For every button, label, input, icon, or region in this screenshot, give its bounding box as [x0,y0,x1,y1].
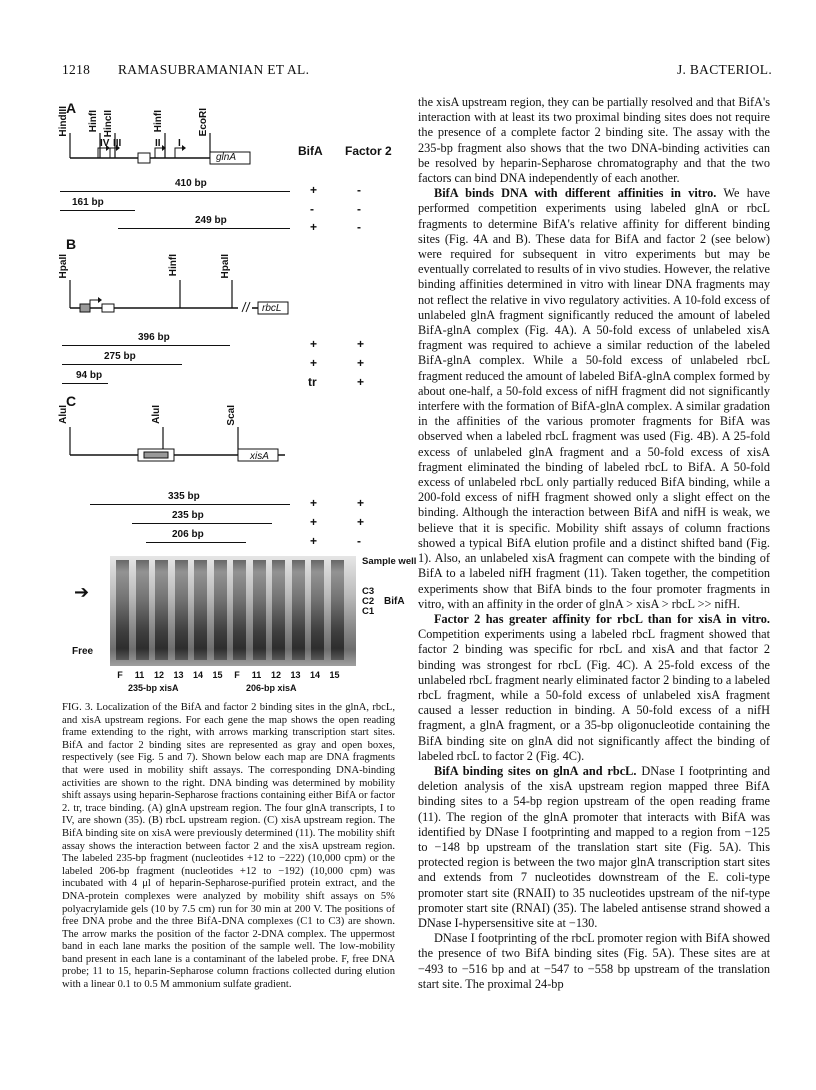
bifa-result: + [310,356,318,370]
fragment-size: 410 bp [175,178,207,189]
sample-well-label: Sample well [362,556,417,567]
panel-a-site-1: HindIII [58,106,69,137]
mobility-shift-gel [110,556,356,666]
free-probe-label: Free [72,646,94,657]
gel-lane [155,560,168,660]
fragment-line [132,523,272,524]
lane-label: 14 [192,670,203,680]
section-heading: BifA binding sites on glnA and rbcL. [434,763,637,778]
paragraph: We have performed competition experiments using labeled glnA or rbcL fragments to determine BifA's relative affinity for different binding sites (Fig. 4A and B). These data for BifA and factor 2 (see below) were required for subsequent in vitro experiments but may be eventually correlated to results of in vivo studies. However, the relative binding affinities determined in vitro with linear DNA fragments may not reflect the relative in vivo regulatory activities. A 10-fold excess of unlabeled glnA fragment significantly reduced the amount of labeled BifA-glnA complex (Fig. 4A). A 50-fold excess of unlabeled xisA fragment was required to achieve a similar reduction of the labeled BifA-glnA complex. While a 50-fold excess of unlabeled rbcL fragment reduced the amount of labeled BifA-glnA complex formed by about one-half, a 50-fold excess of nifH fragment did not significantly interfere with the formation of BifA-glnA complex. A similar gradation in the affinities of the various promoter fragments for BifA was observed when a labeled rbcL fragment was used (Fig. 4B). A 25-fold excess of unlabeled glnA fragment and a 50-fold excess of xisA fragment eliminated the binding of labeled rbcL to BifA. A 50-fold excess of unlabeled rbcL only partially reduced BifA binding, while a 200-fold excess of nifH fragment showed only a slight effect on the binding. Although the interaction between BifA and nifH is weak, we believe that it is specific. Mobility shift assays of column fractions showed a typical BifA elution profile and a distinct shifted band (Fig. 1). Also, an unlabeled xisA fragment can compete with the binding of BifA to a labeled nifH fragment (11). Taken together, the competition experiments show that BifA binds to the four promoter fragments in vitro, with an affinity in the order of glnA > xisA > rbcL >> nifH. [418,186,770,611]
panel-a-site-2: HinfI [88,110,99,133]
paragraph-with-heading [418,612,770,764]
factor2-result: - [357,183,361,197]
factor2-result: + [357,375,365,389]
complex-c3-label: C3 [362,586,375,597]
panel-c-site-1: AluI [58,405,69,424]
lane-label: 15 [212,670,223,680]
paragraph: the xisA upstream region, they can be partially resolved and that BifA's interaction with at least its two proximal binding sites does not require the presence of a complete factor 2 binding site. The assay with the 235-bp fragment also shows that the two DNA-binding activities can be resolved by heparin-Sepharose chromatography and that the two factors can bind DNA independently of each another. [418,95,770,186]
bifa-result: + [310,496,318,510]
journal-name: J. BACTERIOL. [676,62,772,77]
factor2-result: - [357,202,361,216]
probe-235-label: 235-bp xisA [128,683,179,693]
fragment-line [62,383,108,384]
fragment-line [146,542,246,543]
gel-lane [136,560,149,660]
lane-label: 13 [290,670,301,680]
panel-a-gene: glnA [216,152,237,163]
panel-a-transcript-ii: II [155,138,161,149]
panel-a-transcript-iii: III [113,138,122,149]
col-header-bifa: BifA [298,144,323,158]
bifa-result: tr [308,375,317,389]
gel-lane [233,560,246,660]
fragment-line [62,345,230,346]
panel-b-gene: rbcL [262,303,282,314]
panel-a-transcript-i: I [178,138,181,149]
paragraph-with-heading [418,186,770,612]
gel-lane [214,560,227,660]
factor2-result: - [357,534,361,548]
factor2-result: + [357,515,365,529]
bifa-result: + [310,534,318,548]
bifa-complex-label: BifA [384,596,405,607]
lane-label: 14 [309,670,320,680]
panel-c-site-2: AluI [151,405,162,424]
panel-a-transcript-iv: IV [100,138,110,149]
panel-a-site-5: EcoRI [198,108,209,137]
lane-label: 11 [134,670,145,680]
fragment-size: 94 bp [76,370,103,381]
gel-lane [292,560,305,660]
caption-text: FIG. 3. Localization of the BifA and factor 2 binding sites in the glnA, rbcL, and xisA upstream regions. For each gene the map shows the open reading frame extending to the right, with arrows marking transcription start sites. BifA and factor 2 binding sites are represented as gray and open boxes, respectively (see Fig. 5 and 7). Shown below each map are DNA fragments that were used in mobility shift assays. The corresponding DNA-binding activities are shown to the right. DNA binding was determined by mobility shift assays using heparin-Sepharose fractions containing either BifA or factor 2. tr, trace binding. (A) glnA upstream region. The four glnA transcripts, I to IV, are shown (35). (B) rbcL upstream region. (C) xisA upstream region. The BifA binding site on xisA were previously determined (11). The mobility shift assay shows the interaction between factor 2 and the xisA upstream region. The labeled 235-bp fragment (nucleotides +12 to −222) (10,000 cpm) or the labeled 206-bp fragment (nucleotides +12 to −192) (10,000 cpm) was incubated with 4 μl of heparin-Sepharose-purified protein extract, and the DNA-protein complexes were analyzed by mobility shift assays on 5% polyacrylamide gels (10 by 7.5 cm) run for 30 min at 200 V. The positions of free DNA probe and the three BifA-DNA complexes (C1 to C3) are shown. The arrow marks the position of the factor 2-DNA complex. The uppermost band in each lane marks the position of the sample well. The low-mobility band present in each lane is a contaminant of the labeled probe. F, free DNA probe; 11 to 15, heparin-Sepharose column fractions collected during elution with a linear 0.1 to 0.5 M ammonium sulfate gradient. [62,702,395,991]
lane-label: 12 [153,670,164,680]
fragment-size: 249 bp [195,215,227,226]
lane-label: F [234,670,240,680]
panel-a-site-3: HincII [103,110,114,138]
body-text-right-column [418,95,770,992]
panel-b-site-3: HpaII [220,254,231,279]
bifa-result: + [310,220,318,234]
bifa-result: - [310,202,314,216]
col-header-factor2: Factor 2 [345,144,392,158]
panel-c-site-3: ScaI [226,405,237,426]
fragment-line [60,191,290,192]
panel-a-label: A [66,100,77,116]
running-authors: RAMASUBRAMANIAN ET AL. [118,62,310,77]
fragment-line [118,228,290,229]
complex-c1-label: C1 [362,606,375,617]
complex-c2-label: C2 [362,596,375,607]
panel-a-site-4: HinfI [153,110,164,133]
lane-label: F [117,670,123,680]
bifa-result: + [310,183,318,197]
paragraph: DNase I footprinting and deletion analysis of the xisA upstream region mapped three BifA binding sites to a 54-bp region upstream of the open reading frame (11). The region of the glnA promoter that interacts with BifA was identified by DNase I footprinting and mapped to a region from −125 to −148 bp upstream of the translation start site (Fig. 5A). This protected region is between the two major glnA transcription start sites and extends from 7 nucleotides downstream of the E. coli-type promoter start site (RNAII) to 35 nucleotides upstream of the nif-type promoter start site (RNAI) (35). The labeled antisense strand showed a DNase I-hypersensitive site at −130. [418,763,770,930]
gel-lane [194,560,207,660]
fragment-size: 206 bp [172,529,204,540]
lane-label: 11 [251,670,262,680]
fragment-size: 396 bp [138,332,170,343]
probe-206-label: 206-bp xisA [246,683,297,693]
gel-lane [331,560,344,660]
fragment-line [90,504,290,505]
fragment-size: 335 bp [168,491,200,502]
fragment-size: 161 bp [72,197,104,208]
panel-c-label: C [66,393,77,409]
panel-b-label: B [66,236,77,252]
bifa-result: + [310,515,318,529]
fragment-size: 235 bp [172,510,204,521]
lane-label: 15 [329,670,340,680]
panel-b-site-2: HinfI [168,254,179,277]
fragment-size: 275 bp [104,351,136,362]
page-number: 1218 [62,62,91,77]
gel-lane [253,560,266,660]
paragraph-with-heading [418,764,770,931]
paragraph: Competition experiments using a labeled rbcL fragment showed that factor 2 binding was specific for rbcL and xisA and that factor 2 binding was strongest for rbcL (Fig. 4C). A 25-fold excess of the unlabeled rbcL fragment nearly eliminated factor 2 binding to a labeled rbcL fragment, while a 50-fold excess of unlabeled xisA fragment caused a lesser reduction in binding. A 50-fold excess of a nifH fragment, a glnA fragment, or a 35-bp oligonucleotide containing the BifA binding site on glnA did not significantly affect the binding of labeled rbcL to factor 2 (Fig. 4C). [418,627,770,763]
gel-lane [116,560,129,660]
gel-lane [272,560,285,660]
paragraph: DNase I footprinting of the rbcL promoter region with BifA showed the presence of two BifA binding sites (Fig. 5A). These sites are at −493 to −516 bp and at −547 to −558 bp upstream of the translation start site. The proximal 24-bp [418,931,770,991]
factor2-result: + [357,337,365,351]
gel-lane [175,560,188,660]
panel-c-gene: xisA [250,451,269,462]
bifa-result: + [310,337,318,351]
factor2-result: - [357,220,361,234]
panel-b-site-1: HpaII [58,254,69,279]
fragment-line [62,364,182,365]
fragment-line [60,210,135,211]
section-heading: BifA binds DNA with different affinities in vitro. [434,186,717,201]
section-heading: Factor 2 has greater affinity for rbcL than for xisA in vitro. [434,611,770,626]
gel-lane [311,560,324,660]
lane-label: 13 [173,670,184,680]
lane-label: 12 [270,670,281,680]
factor2-result: + [357,496,365,510]
factor2-result: + [357,356,365,370]
figure-caption [62,702,395,992]
factor2-complex-arrow-icon: ➔ [74,582,90,603]
